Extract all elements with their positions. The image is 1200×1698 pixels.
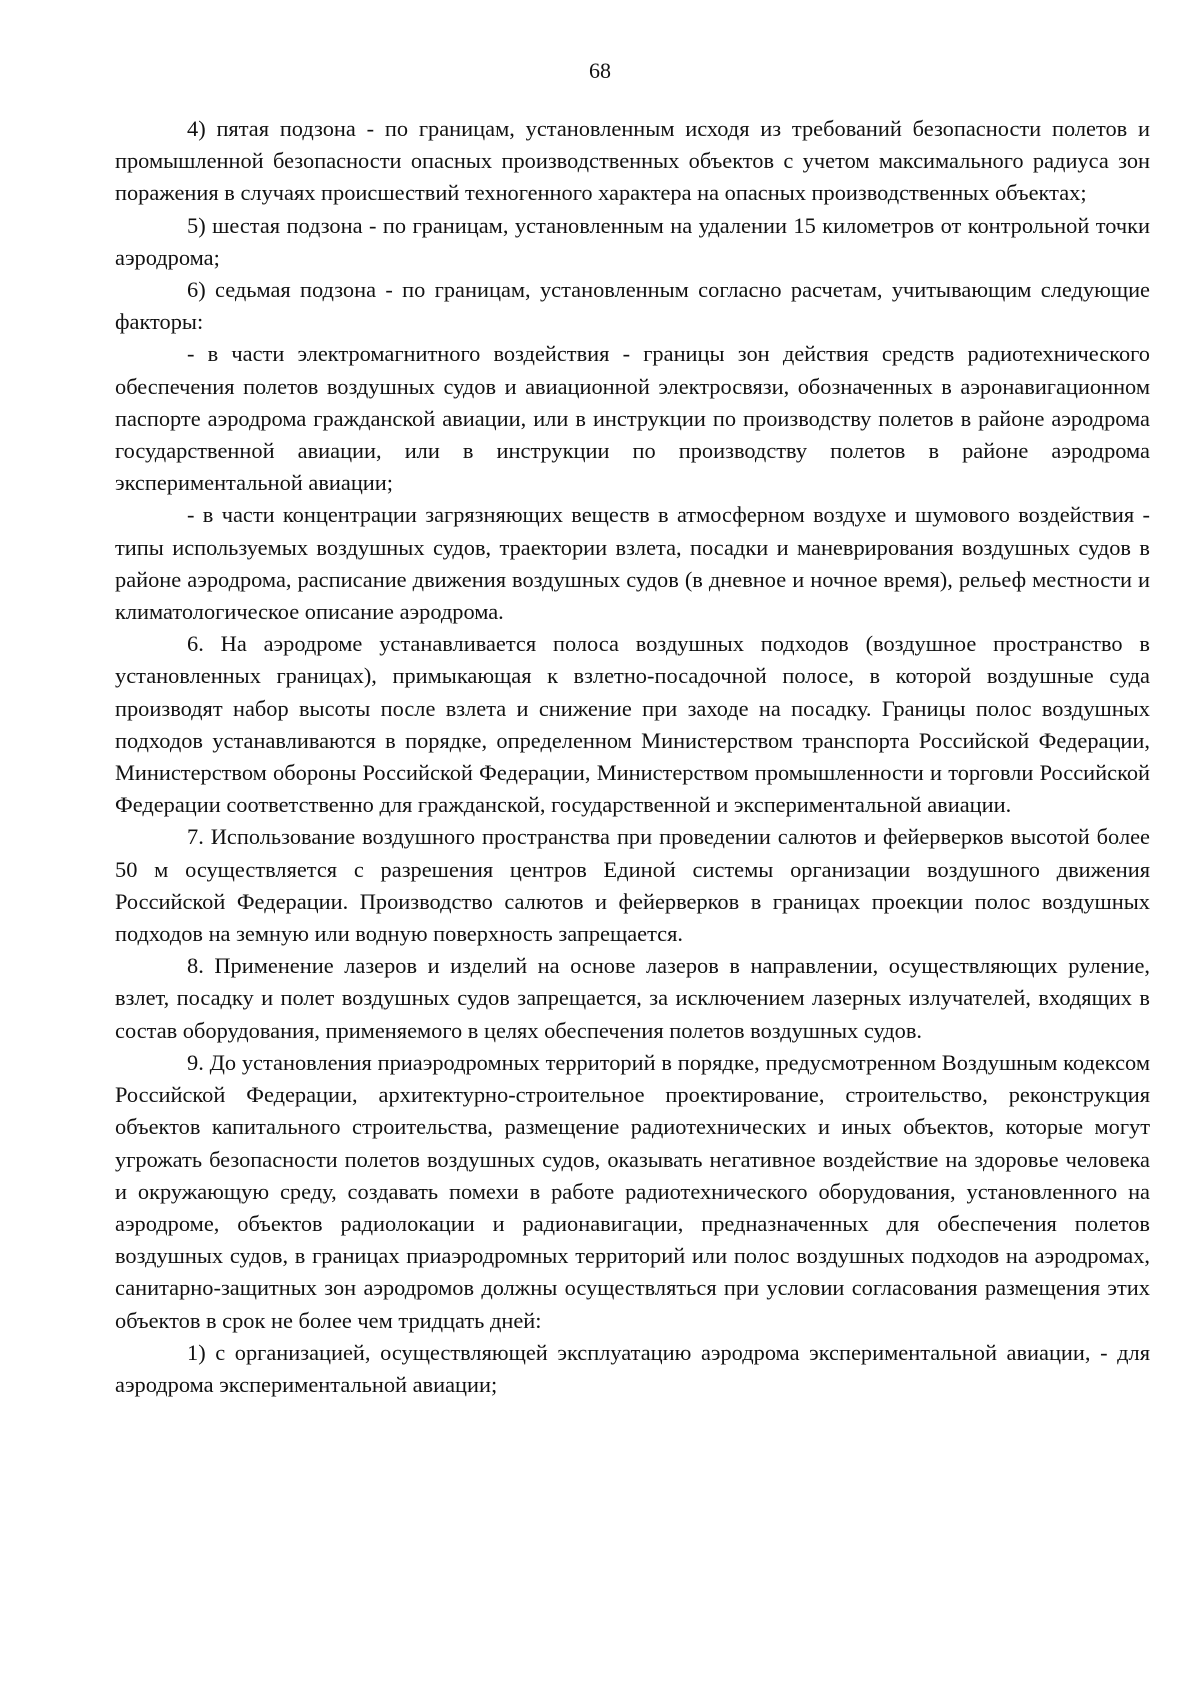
paragraph-subzone-7: 6) седьмая подзона - по границам, установленным согласно расчетам, учитывающим следующие факторы: bbox=[115, 277, 1150, 335]
paragraph-subzone-5: 4) пятая подзона - по границам, установленным исходя из требований безопасности полетов и промышленной безопасности опасных производственных объектов с учетом максимального радиуса зон поражения в случаях происшествий техногенного характера на опасных производственных объектах; bbox=[115, 116, 1150, 206]
paragraph-subzone-6: 5) шестая подзона - по границам, установленным на удалении 15 километров от контрольной точки аэродрома; bbox=[115, 212, 1150, 270]
paragraph-item-6: 6. На аэродроме устанавливается полоса воздушных подходов (воздушное пространство в установленных границах), примыкающая к взлетно-посадочной полосе, в которой воздушные суда производят набор высоты после взлета и снижение при заходе на посадку. Границы полос воздушных подходов устанавливаются в порядке, определенном Министерством транспорта Российской Федерации, Министерством обороны Российской Федерации, Министерством промышленности и торговли Российской Федерации соответственно для гражданской, государственной и экспериментальной авиации. bbox=[115, 631, 1150, 818]
paragraph-item-9-subitem-1: 1) с организацией, осуществляющей эксплуатацию аэродрома экспериментальной авиации, - для аэродрома экспериментальной авиации; bbox=[115, 1339, 1150, 1397]
page-number: 68 bbox=[589, 58, 611, 83]
paragraph-item-8: 8. Применение лазеров и изделий на основе лазеров в направлении, осуществляющих руление, взлет, посадку и полет воздушных судов запрещается, за исключением лазерных излучателей, входящих в состав оборудования, применяемого в целях обеспечения полетов воздушных судов. bbox=[115, 953, 1150, 1043]
document-body bbox=[115, 113, 1150, 1401]
paragraph-electromagnetic-factor: - в части электромагнитного воздействия - границы зон действия средств радиотехнического обеспечения полетов воздушных судов и авиационной электросвязи, обозначенных в аэронавигационном паспорте аэродрома гражданской авиации, или в инструкции по производству полетов в районе аэродрома государственной авиации, или в инструкции по производству полетов в районе аэродрома экспериментальной авиации; bbox=[115, 341, 1150, 496]
paragraph-item-9: 9. До установления приаэродромных территорий в порядке, предусмотренном Воздушным кодексом Российской Федерации, архитектурно-строительное проектирование, строительство, реконструкция объектов капитального строительства, размещение радиотехнических и иных объектов, которые могут угрожать безопасности полетов воздушных судов, оказывать негативное воздействие на здоровье человека и окружающую среду, создавать помехи в работе радиотехнического оборудования, установленного на аэродроме, объектов радиолокации и радионавигации, предназначенных для обеспечения полетов воздушных судов, в границах приаэродромных территорий или полос воздушных подходов на аэродромах, санитарно-защитных зон аэродромов должны осуществляться при условии согласования размещения этих объектов в срок не более чем тридцать дней: bbox=[115, 1049, 1150, 1333]
paragraph-pollution-noise-factor: - в части концентрации загрязняющих веществ в атмосферном воздухе и шумового воздействия - типы используемых воздушных судов, траектории взлета, посадки и маневрирования воздушных судов в районе аэродрома, расписание движения воздушных судов (в дневное и ночное время), рельеф местности и климатологическое описание аэродрома. bbox=[115, 502, 1150, 625]
paragraph-item-7: 7. Использование воздушного пространства при проведении салютов и фейерверков высотой более 50 м осуществляется с разрешения центров Единой системы организации воздушного движения Российской Федерации. Производство салютов и фейерверков в границах проекции полос воздушных подходов на земную или водную поверхность запрещается. bbox=[115, 824, 1150, 947]
